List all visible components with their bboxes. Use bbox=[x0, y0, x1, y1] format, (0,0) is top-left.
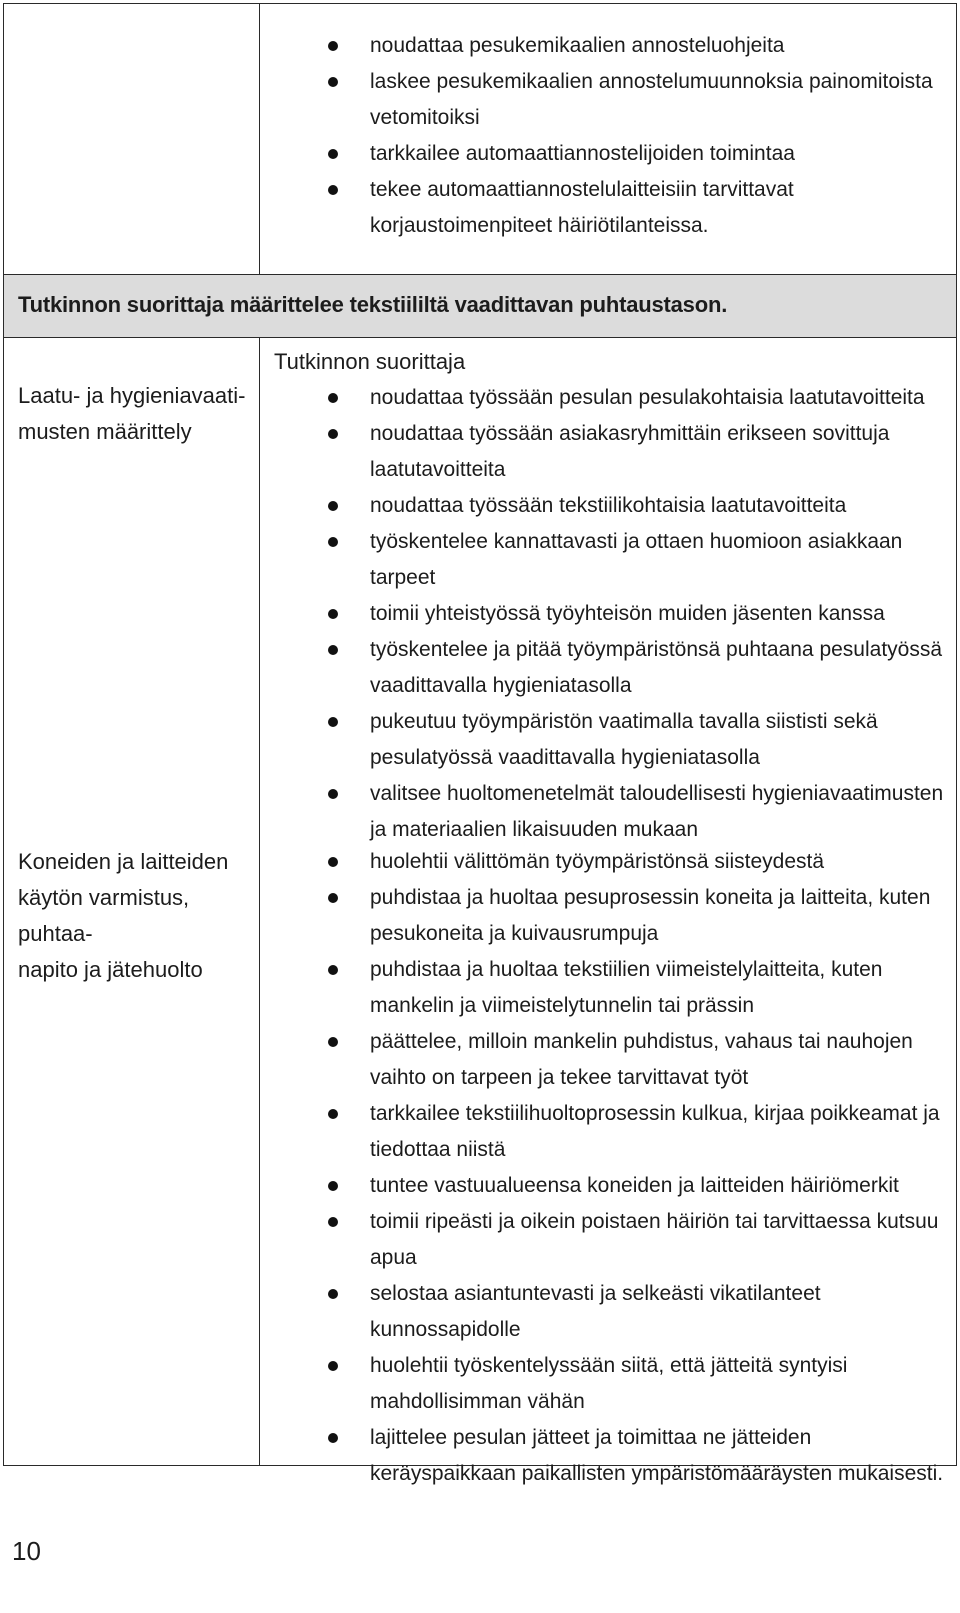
list-item: huolehtii välittömän työympäristönsä siisteydestä bbox=[274, 844, 944, 880]
bullet-icon bbox=[328, 501, 338, 511]
bullet-icon bbox=[328, 1361, 338, 1371]
quality-label: Laatu- ja hygieniavaati- musten määrittely bbox=[18, 383, 246, 444]
column-divider bbox=[259, 4, 260, 274]
list-item: pukeutuu työympäristön vaatimalla tavalla siististi sekä pesulatyössä vaadittavalla hygieniatasolla bbox=[274, 704, 944, 776]
list-item: puhdistaa ja huoltaa tekstiilien viimeistelylaitteita, kuten mankelin ja viimeistelytunnelin tai prässin bbox=[274, 952, 944, 1024]
list-item: noudattaa työssään tekstiilikohtaisia laatutavoitteita bbox=[274, 488, 944, 524]
top-bullet-list bbox=[274, 28, 944, 244]
list-item: päättelee, milloin mankelin puhdistus, vahaus tai nauhojen vaihto on tarpeen ja tekee tarvittavat työt bbox=[274, 1024, 944, 1096]
list-item: selostaa asiantuntevasti ja selkeästi vikatilanteet kunnossapidolle bbox=[274, 1276, 944, 1348]
top-bullets-cell bbox=[274, 28, 944, 244]
list-item: noudattaa työssään pesulan pesulakohtaisia laatutavoitteita bbox=[274, 380, 944, 416]
machines-row bbox=[4, 818, 956, 1485]
bullet-icon bbox=[328, 185, 338, 195]
bullet-icon bbox=[328, 149, 338, 159]
section-heading: Tutkinnon suorittaja määrittelee tekstiililtä vaadittavan puhtaustason. bbox=[18, 292, 728, 317]
list-item: noudattaa työssään asiakasryhmittäin erikseen sovittuja laatutavoitteita bbox=[274, 416, 944, 488]
bullet-icon bbox=[328, 429, 338, 439]
list-item: tarkkailee automaattiannostelijoiden toimintaa bbox=[274, 136, 944, 172]
bullet-icon bbox=[328, 1181, 338, 1191]
list-item: tarkkailee tekstiilihuoltoprosessin kulkua, kirjaa poikkeamat ja tiedottaa niistä bbox=[274, 1096, 944, 1168]
machines-bullet-list bbox=[274, 844, 944, 1492]
column-divider bbox=[259, 818, 260, 1465]
bullet-icon bbox=[328, 1109, 338, 1119]
bullet-icon bbox=[328, 789, 338, 799]
top-row bbox=[4, 4, 956, 274]
quality-content bbox=[274, 344, 944, 848]
lead-text: Tutkinnon suorittaja bbox=[274, 349, 466, 374]
machines-content bbox=[274, 844, 944, 1492]
list-item: lajittelee pesulan jätteet ja toimittaa ne jätteiden keräyspaikkaan paikallisten ympäristömääräysten mukaisesti. bbox=[274, 1420, 944, 1492]
bullet-icon bbox=[328, 393, 338, 403]
bullet-icon bbox=[328, 717, 338, 727]
list-item: huolehtii työskentelyssään siitä, että jätteitä syntyisi mahdollisimman vähän bbox=[274, 1348, 944, 1420]
bullet-icon bbox=[328, 77, 338, 87]
criteria-table bbox=[3, 3, 957, 1485]
bullet-icon bbox=[328, 857, 338, 867]
bullet-icon bbox=[328, 609, 338, 619]
list-item: noudattaa pesukemikaalien annosteluohjeita bbox=[274, 28, 944, 64]
bullet-icon bbox=[328, 1289, 338, 1299]
list-item: toimii ripeästi ja oikein poistaen häiriön tai tarvittaessa kutsuu apua bbox=[274, 1204, 944, 1276]
bullet-icon bbox=[328, 965, 338, 975]
list-item: työskentelee ja pitää työympäristönsä puhtaana pesulatyössä vaadittavalla hygieniatasolla bbox=[274, 632, 944, 704]
bullet-icon bbox=[328, 1433, 338, 1443]
bullet-icon bbox=[328, 537, 338, 547]
bullet-icon bbox=[328, 893, 338, 903]
bullet-icon bbox=[328, 1037, 338, 1047]
column-divider bbox=[259, 338, 260, 818]
list-item: valitsee huoltomenetelmät taloudellisesti hygieniavaatimusten ja materiaalien likaisuuden mukaan bbox=[274, 776, 944, 848]
page-number: 10 bbox=[12, 1536, 41, 1566]
list-item: puhdistaa ja huoltaa pesuprosessin koneita ja laitteita, kuten pesukoneita ja kuivausrumpuja bbox=[274, 880, 944, 952]
bullet-icon bbox=[328, 1217, 338, 1227]
bullet-icon bbox=[328, 41, 338, 51]
list-item: tuntee vastuualueensa koneiden ja laitteiden häiriömerkit bbox=[274, 1168, 944, 1204]
machines-label: Koneiden ja laitteiden käytön varmistus, puhtaa- napito ja jätehuolto bbox=[18, 849, 229, 982]
quality-bullet-list bbox=[274, 380, 944, 848]
list-item: laskee pesukemikaalien annostelumuunnoksia painomitoista vetomitoiksi bbox=[274, 64, 944, 136]
section-heading-row bbox=[4, 274, 956, 338]
list-item: tekee automaattiannostelulaitteisiin tarvittavat korjaustoimenpiteet häiriötilanteissa. bbox=[274, 172, 944, 244]
list-item: toimii yhteistyössä työyhteisön muiden jäsenten kanssa bbox=[274, 596, 944, 632]
bullet-icon bbox=[328, 645, 338, 655]
list-item: työskentelee kannattavasti ja ottaen huomioon asiakkaan tarpeet bbox=[274, 524, 944, 596]
quality-row bbox=[4, 338, 956, 841]
